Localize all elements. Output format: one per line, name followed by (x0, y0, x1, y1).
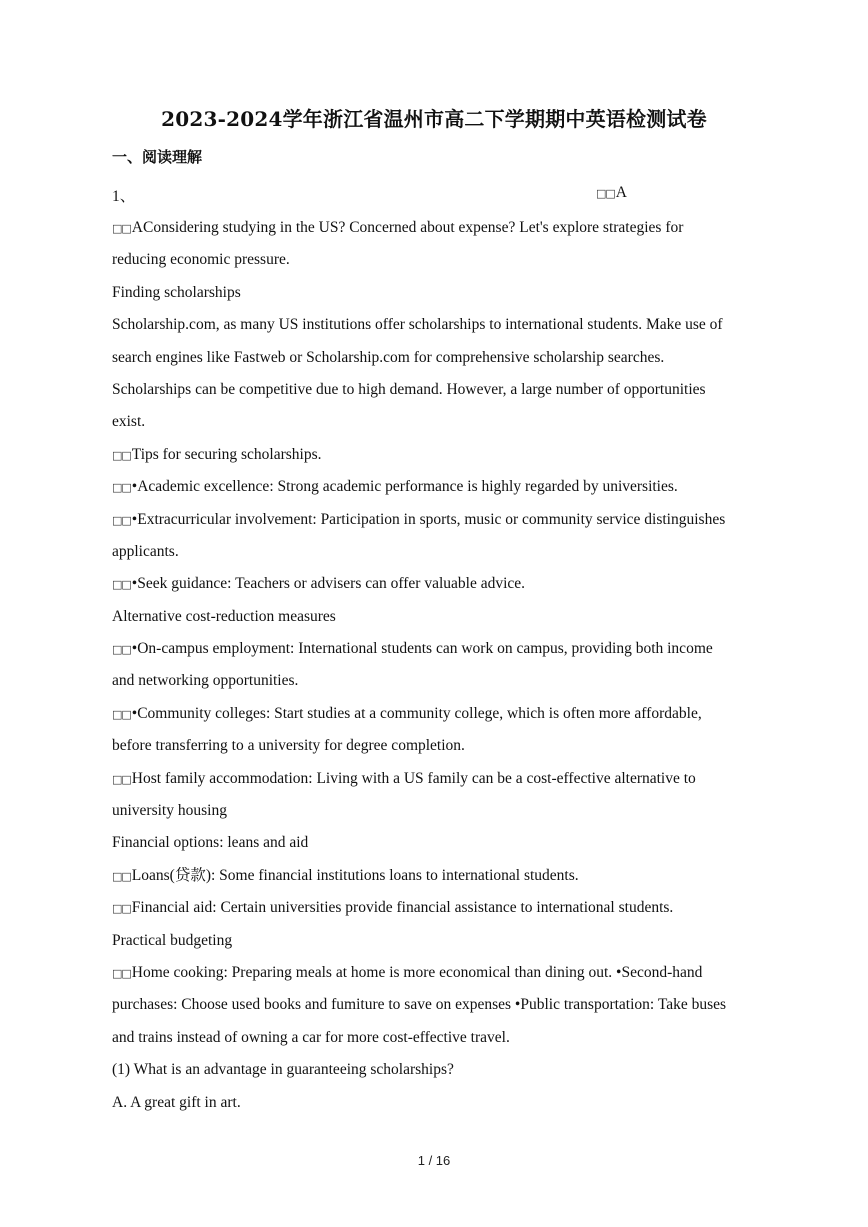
passage-line-text: •Seek guidance: Teachers or advisers can offer valuable advice. (131, 575, 526, 593)
passage-line (112, 665, 772, 697)
passage-line (112, 277, 772, 309)
placeholder-glyph: □□ (112, 448, 131, 462)
placeholder-glyph: □□ (112, 966, 131, 980)
passage-line (112, 536, 772, 568)
passage-line-text: reducing economic pressure. (112, 251, 290, 269)
placeholder-glyph: □□ (112, 513, 131, 527)
passage-line (112, 1054, 772, 1086)
passage-line (112, 471, 772, 503)
passage-line (112, 1087, 772, 1119)
passage-line (112, 957, 772, 989)
passage-line-text: Scholarships can be competitive due to high demand. However, a large number of opportunities (112, 380, 706, 398)
passage-line-text: •Academic excellence: Strong academic performance is highly regarded by universities. (131, 478, 678, 496)
passage-line (112, 342, 772, 374)
passage-line-text: •On-campus employment: International students can work on campus, providing both income (131, 640, 713, 658)
passage-line (112, 795, 772, 827)
passage-line-text: Scholarship.com, as many US institutions offer scholarships to international students. Make use of (112, 316, 723, 334)
passage-line-text: and trains instead of owning a car for more cost-effective travel. (112, 1028, 510, 1046)
passage-line-text: Alternative cost-reduction measures (112, 607, 336, 625)
passage-body (112, 212, 772, 1119)
passage-line-text: Finding scholarships (112, 283, 241, 301)
passage-line-text: and networking opportunities. (112, 672, 299, 690)
passage-line (112, 633, 772, 665)
passage-line (112, 730, 772, 762)
placeholder-glyph: □□ (112, 643, 131, 657)
passage-line-text: Financial options: leans and aid (112, 834, 309, 852)
passage-line-text: AConsidering studying in the US? Concerned about expense? Let's explore strategies for (131, 219, 684, 236)
placeholder-glyph: □□ (112, 481, 131, 495)
placeholder-glyph: □□ (112, 772, 131, 786)
passage-line (112, 309, 772, 341)
passage-line-text: purchases: Choose used books and fumiture to save on expenses •Public transportation: Take buses (112, 996, 727, 1014)
passage-line (112, 698, 772, 730)
placeholder-glyph: □□ (112, 707, 131, 721)
passage-line-text: •Community colleges: Start studies at a community college, which is often more affordable, (131, 704, 702, 722)
passage-line-text: Financial aid: Certain universities provide financial assistance to international students. (131, 899, 674, 917)
passage-line (112, 568, 772, 600)
passage-label (596, 184, 627, 202)
passage-line (112, 892, 772, 924)
passage-line-text: Home cooking: Preparing meals at home is more economical than dining out. •Second-hand (131, 963, 703, 981)
passage-line (112, 406, 772, 438)
passage-line-text: •Extracurricular involvement: Participation in sports, music or community service distinguishes (131, 510, 726, 528)
document-title: 2023-2024学年浙江省温州市高二下学期期中英语检测试卷 (161, 107, 707, 131)
passage-line (112, 1022, 772, 1054)
passage-line (112, 601, 772, 633)
placeholder-glyph: □□ (112, 578, 131, 592)
placeholder-glyph: □□ (112, 902, 131, 916)
section-heading: 一、阅读理解 (112, 148, 203, 166)
passage-line (112, 504, 772, 536)
passage-line-text: university housing (112, 802, 227, 820)
passage-line-text: before transferring to a university for degree completion. (112, 737, 465, 755)
page-number: 1 / 16 (417, 1153, 451, 1168)
passage-line-text: search engines like Fastweb or Scholarship.com for comprehensive scholarship searches. (112, 348, 665, 366)
question-number: 1、 (112, 188, 136, 205)
placeholder-glyph: □□ (112, 869, 131, 883)
passage-line-text: (1) What is an advantage in guaranteeing scholarships? (112, 1061, 454, 1079)
passage-line (112, 244, 772, 276)
passage-line-text: Loans(贷款): Some financial institutions loans to international students. (131, 866, 579, 884)
passage-line-text: A. A great gift in art. (112, 1093, 241, 1111)
passage-line (112, 763, 772, 795)
passage-line-text: exist. (112, 413, 146, 431)
passage-line (112, 925, 772, 957)
passage-line (112, 439, 772, 471)
passage-line (112, 374, 772, 406)
passage-line-text: applicants. (112, 542, 179, 560)
passage-label-text: A (615, 184, 627, 201)
passage-line (112, 827, 772, 859)
placeholder-glyph: □□ (596, 187, 615, 200)
passage-line-text: Tips for securing scholarships. (131, 445, 322, 463)
placeholder-glyph: □□ (112, 222, 131, 235)
passage-line (112, 212, 772, 244)
passage-line-text: Practical budgeting (112, 931, 233, 949)
passage-line-text: Host family accommodation: Living with a US family can be a cost-effective alternative to (131, 769, 696, 787)
passage-line (112, 989, 772, 1021)
passage-line (112, 860, 772, 892)
